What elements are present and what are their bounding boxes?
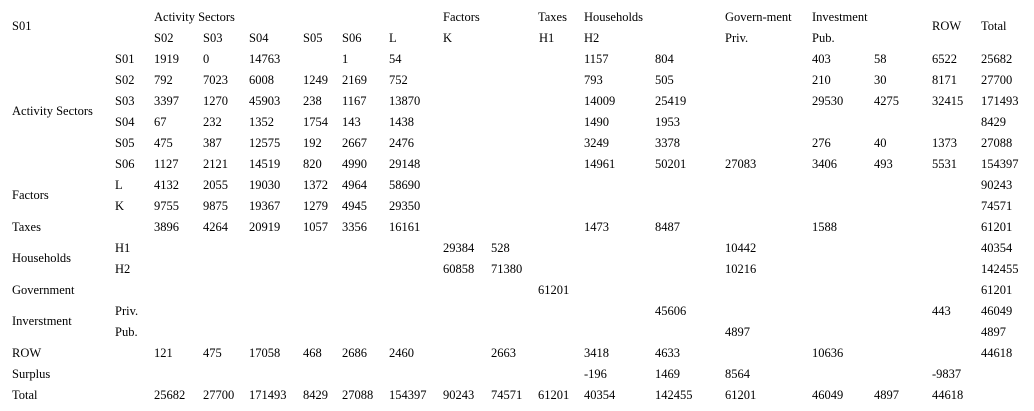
table-cell: 1270 [203, 94, 228, 108]
table-cell: 10442 [725, 241, 757, 255]
column-header: H2 [584, 31, 600, 45]
table-cell: 40354 [584, 388, 616, 402]
table-cell: 61201 [538, 388, 570, 402]
table-cell: 1469 [655, 367, 680, 381]
table-cell: 3378 [655, 136, 680, 150]
column-header: K [443, 31, 453, 45]
table-cell: 143 [342, 115, 361, 129]
table-cell: 60858 [443, 262, 475, 276]
table-cell: 19030 [249, 178, 281, 192]
row-group-label-government: Government [12, 283, 75, 297]
column-header: S04 [249, 31, 269, 45]
table-cell: 25682 [154, 388, 186, 402]
column-header: S03 [203, 31, 223, 45]
table-cell: 1754 [303, 115, 328, 129]
row-sublabel: Priv. [115, 304, 139, 318]
table-cell: 14009 [584, 94, 616, 108]
table-cell: 45903 [249, 94, 281, 108]
table-cell: 12575 [249, 136, 281, 150]
column-group-header-activity: Activity Sectors [154, 10, 235, 24]
table-cell: 142455 [981, 262, 1019, 276]
table-cell: -196 [584, 367, 607, 381]
table-cell: 0 [203, 52, 210, 66]
table-cell: 403 [812, 52, 831, 66]
row-sublabel: H2 [115, 262, 131, 276]
table-cell: 27083 [725, 157, 757, 171]
table-cell: 1490 [584, 115, 609, 129]
table-cell: 19367 [249, 199, 281, 213]
table-cell: 7023 [203, 73, 228, 87]
row-group-label-households: Households [12, 251, 72, 265]
table-cell: 8487 [655, 220, 680, 234]
column-group-header-investment: Investment [812, 10, 868, 24]
table-cell: 61201 [725, 388, 757, 402]
table-cell: 1588 [812, 220, 837, 234]
table-cell: 17058 [249, 346, 281, 360]
table-cell: 154397 [389, 388, 427, 402]
table-cell: 14961 [584, 157, 616, 171]
table-cell: 67 [154, 115, 167, 129]
table-cell: 4990 [342, 157, 367, 171]
table-cell: 752 [389, 73, 408, 87]
table-cell: 74571 [491, 388, 523, 402]
row-sublabel: K [115, 199, 125, 213]
table-cell: 8429 [303, 388, 328, 402]
table-cell: 6008 [249, 73, 274, 87]
table-cell: 475 [203, 346, 222, 360]
table-cell: 4132 [154, 178, 179, 192]
table-cell: 2667 [342, 136, 367, 150]
table-cell: 4897 [725, 325, 750, 339]
column-header: S02 [154, 31, 174, 45]
row-sublabel: S04 [115, 115, 135, 129]
table-cell: 10636 [812, 346, 844, 360]
table-cell: 2663 [491, 346, 516, 360]
table-cell: 1373 [932, 136, 957, 150]
row-sublabel: L [115, 178, 123, 192]
table-cell: 74571 [981, 199, 1013, 213]
table-cell: 232 [203, 115, 222, 129]
table-cell: 443 [932, 304, 951, 318]
row-sublabel: S01 [115, 52, 135, 66]
column-header: L [389, 31, 397, 45]
table-cell: 2121 [203, 157, 228, 171]
table-cell: 9755 [154, 199, 179, 213]
table-cell: 6522 [932, 52, 957, 66]
table-cell: 793 [584, 73, 603, 87]
table-cell: 32415 [932, 94, 964, 108]
table-cell: 2055 [203, 178, 228, 192]
table-cell: 9875 [203, 199, 228, 213]
table-cell: 4897 [981, 325, 1006, 339]
table-cell: 1167 [342, 94, 367, 108]
table-cell: 2169 [342, 73, 367, 87]
table-cell: 4897 [874, 388, 899, 402]
table-cell: 4633 [655, 346, 680, 360]
table-cell: 3406 [812, 157, 837, 171]
row-group-label-factors: Factors [12, 188, 49, 202]
table-cell: 142455 [655, 388, 693, 402]
table-cell: 71380 [491, 262, 523, 276]
table-cell: 468 [303, 346, 322, 360]
table-cell: 2686 [342, 346, 367, 360]
table-cell: 1057 [303, 220, 328, 234]
table-cell: 29350 [389, 199, 421, 213]
table-cell: 29384 [443, 241, 475, 255]
table-cell: 171493 [249, 388, 287, 402]
table-cell: 44618 [981, 346, 1013, 360]
table-cell: 210 [812, 73, 831, 87]
row-sublabel: S05 [115, 136, 135, 150]
table-cell: 61201 [538, 283, 570, 297]
table-cell: 27700 [981, 73, 1013, 87]
table-cell: 14519 [249, 157, 281, 171]
column-header: S06 [342, 31, 362, 45]
table-cell: 44618 [932, 388, 964, 402]
table-cell: 4964 [342, 178, 367, 192]
table-cell: 46049 [981, 304, 1013, 318]
table-cell: 54 [389, 52, 402, 66]
table-cell: 50201 [655, 157, 687, 171]
table-cell: 1352 [249, 115, 274, 129]
table-cell: -9837 [932, 367, 962, 381]
table-cell: 58 [874, 52, 887, 66]
table-cell: 40 [874, 136, 887, 150]
row-group-label-activity: Activity Sectors [12, 104, 93, 118]
table-cell: 45606 [655, 304, 687, 318]
table-cell: 29530 [812, 94, 844, 108]
table-cell: 40354 [981, 241, 1013, 255]
table-cell: 171493 [981, 94, 1019, 108]
row-sublabel: S06 [115, 157, 135, 171]
table-cell: 13870 [389, 94, 421, 108]
column-group-header-government: Govern-ment [725, 10, 792, 24]
table-cell: 528 [491, 241, 510, 255]
table-cell: 58690 [389, 178, 421, 192]
table-cell: 1473 [584, 220, 609, 234]
row-group-label-surplus: Surplus [12, 367, 51, 381]
table-cell: 1919 [154, 52, 179, 66]
column-header: H1 [539, 31, 555, 45]
table-cell: 121 [154, 346, 173, 360]
table-cell: 4264 [203, 220, 228, 234]
table-cell: 3249 [584, 136, 609, 150]
table-cell: 238 [303, 94, 322, 108]
row-sublabel: S02 [115, 73, 135, 87]
table-cell: 90243 [443, 388, 475, 402]
table-cell: 27700 [203, 388, 235, 402]
table-cell: 192 [303, 136, 322, 150]
row-group-label-total: Total [12, 388, 38, 402]
table-cell: 3418 [584, 346, 609, 360]
table-cell: 20919 [249, 220, 281, 234]
table-cell: 46049 [812, 388, 844, 402]
table-cell: 10216 [725, 262, 757, 276]
row-sublabel: S03 [115, 94, 135, 108]
table-cell: 16161 [389, 220, 421, 234]
table-cell: 61201 [981, 283, 1013, 297]
row-group-label-taxes: Taxes [12, 220, 41, 234]
table-cell: 1127 [154, 157, 179, 171]
table-cell: 27088 [981, 136, 1013, 150]
column-header: S05 [303, 31, 323, 45]
table-cell: 493 [874, 157, 893, 171]
column-header: Pub. [812, 31, 835, 45]
table-cell: 30 [874, 73, 887, 87]
row-group-label-investment: Inverstment [12, 314, 72, 328]
table-cell: 1372 [303, 178, 328, 192]
table-cell: 4945 [342, 199, 367, 213]
column-header: Priv. [725, 31, 749, 45]
row-group-label-row: ROW [12, 346, 42, 360]
table-cell: 2460 [389, 346, 414, 360]
table-cell: 3896 [154, 220, 179, 234]
table-cell: 1953 [655, 115, 680, 129]
table-cell: 8564 [725, 367, 750, 381]
table-cell: 792 [154, 73, 173, 87]
table-cell: 1 [342, 52, 349, 66]
row-sublabel: Pub. [115, 325, 138, 339]
table-cell: 27088 [342, 388, 374, 402]
table-cell: 154397 [981, 157, 1019, 171]
table-cell: 3397 [154, 94, 179, 108]
column-group-header-row: ROW [932, 19, 962, 33]
table-cell: 2476 [389, 136, 414, 150]
table-cell: 4275 [874, 94, 899, 108]
table-cell: 8171 [932, 73, 957, 87]
table-cell: 804 [655, 52, 674, 66]
table-cell: 1279 [303, 199, 328, 213]
table-cell: 25419 [655, 94, 687, 108]
table-cell: 475 [154, 136, 173, 150]
column-group-header-factors: Factors [443, 10, 480, 24]
table-cell: 1157 [584, 52, 609, 66]
column-group-header-total: Total [981, 19, 1007, 33]
table-corner-label: S01 [12, 19, 32, 33]
row-sublabel: H1 [115, 241, 131, 255]
table-cell: 387 [203, 136, 222, 150]
table-cell: 3356 [342, 220, 367, 234]
table-cell: 505 [655, 73, 674, 87]
table-cell: 1249 [303, 73, 328, 87]
table-cell: 25682 [981, 52, 1013, 66]
table-cell: 5531 [932, 157, 957, 171]
table-cell: 90243 [981, 178, 1013, 192]
column-group-header-taxes: Taxes [538, 10, 567, 24]
table-cell: 29148 [389, 157, 421, 171]
table-cell: 1438 [389, 115, 414, 129]
table-cell: 14763 [249, 52, 281, 66]
table-cell: 8429 [981, 115, 1006, 129]
table-cell: 820 [303, 157, 322, 171]
column-group-header-households: Households [584, 10, 644, 24]
table-cell: 61201 [981, 220, 1013, 234]
table-cell: 276 [812, 136, 831, 150]
